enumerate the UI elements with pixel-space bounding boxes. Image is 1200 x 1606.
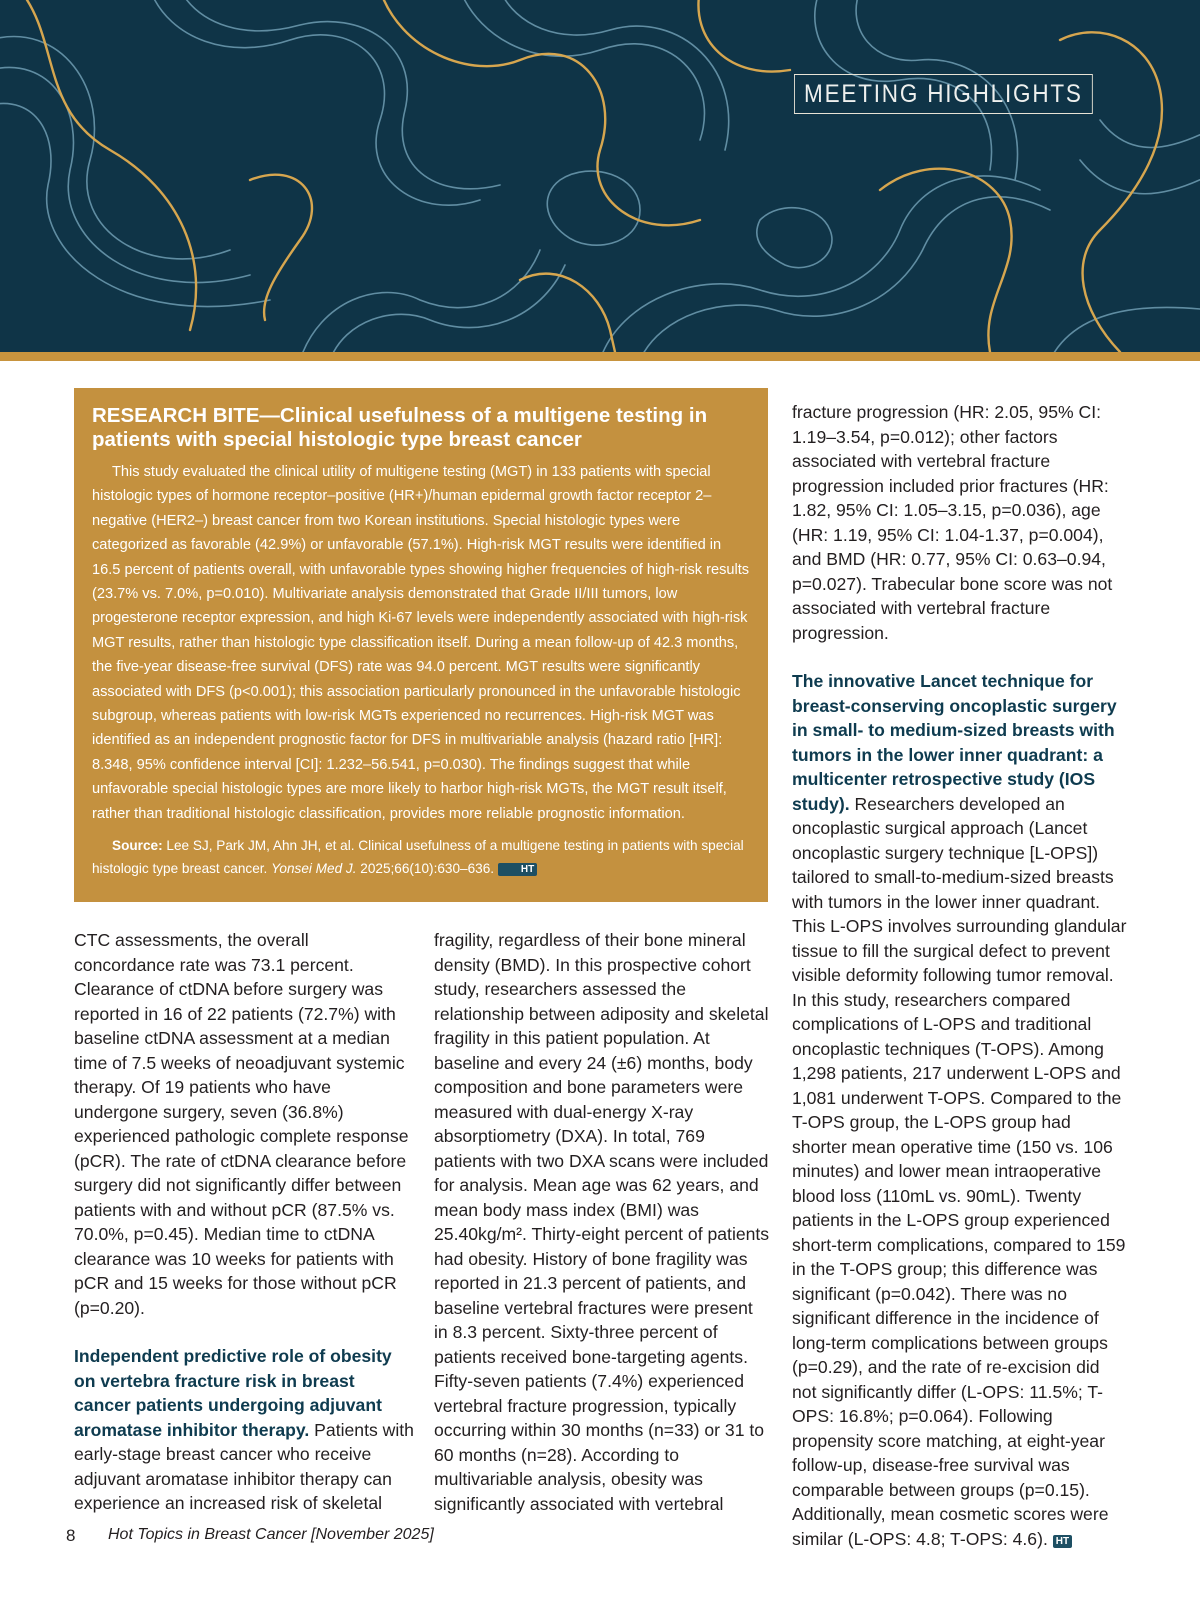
column-2	[434, 928, 770, 1516]
research-bite-body: This study evaluated the clinical utility of multigene testing (MGT) in 133 patients with special histologic types of hormone receptor–positive (HR+)/human epidermal growth factor receptor 2–negative (HER2–) breast cancer from two Korean institutions. Special histologic types were categorized as favorable (42.9%) or unfavorable (57.1%). High-risk MGT results were identified in 16.5 percent of patients overall, with unfavorable types showing higher frequencies of high-risk results (23.7% vs. 7.0%, p=0.010). Multivariate analysis demonstrated that Grade II/III tumors, low progesterone receptor expression, and high Ki-67 levels were independently associated with high-risk MGT results, rather than histologic type classification itself. During a mean follow-up of 42.3 months, the five-year disease-free survival (DFS) rate was 94.0 percent. MGT results were significantly associated with DFS (p<0.001); this association particularly pronounced in the unfavorable histologic subgroup, whereas patients with low-risk MGTs experienced no recurrences. High-risk MGT was identified as an independent prognostic factor for DFS in multivariable analysis (hazard ratio [HR]: 8.348, 95% confidence interval [CI]: 1.232–56.541, p=0.030). The findings suggest that while unfavorable special histologic types are more likely to harbor high-risk MGTs, the MGT result itself, rather than traditional histologic classification, provides more reliable prognostic information.	[92, 464, 750, 822]
gold-rule	[0, 352, 1200, 361]
research-bite-box	[74, 388, 768, 902]
col1-article-text: Patients with early-stage breast cancer who receive adjuvant aromatase inhibitor therapy can experience an increased risk of skeletal	[74, 1419, 414, 1513]
ht-logo-icon: HT	[1053, 1535, 1072, 1548]
page-number: 8	[66, 1526, 76, 1545]
col1-paragraph: CTC assessments, the overall concordance rate was 73.1 percent. Clearance of ctDNA before surgery was reported in 16 of 22 patients (72.7%) with baseline ctDNA assessment at a median time of 7.5 weeks of neoadjuvant systemic therapy. Of 19 patients who have undergone surgery, seven (36.8%) experienced pathologic complete response (pCR). The rate of ctDNA clearance before surgery did not significantly differ between patients with and without pCR (87.5% vs. 70.0%, p=0.45). Median time to ctDNA clearance was 10 weeks for patients with pCR and 15 weeks for those without pCR (p=0.20).	[74, 930, 409, 1318]
column-1	[74, 928, 414, 1516]
col3-article-heading: The innovative Lancet technique for breast-conserving oncoplastic surgery in small- to medium-sized breasts with tumors in the lower inner quadrant: a multicenter retrospective study (IOS study).	[792, 671, 1117, 814]
source-cite: 2025;66(10):630–636.	[360, 861, 495, 877]
source-label: Source:	[112, 838, 163, 854]
research-bite-source	[92, 834, 750, 880]
source-text: Lee SJ, Park JM, Ahn JH, et al. Clinical usefulness of a multigene testing in patients with special histologic type breast cancer.	[92, 838, 744, 877]
publication-name: Hot Topics in Breast Cancer [November 2025]	[108, 1526, 434, 1543]
col3-paragraph: fracture progression (HR: 2.05, 95% CI: 1.19–3.54, p=0.012); other factors associated with vertebral fracture progression included prior fractures (HR: 1.82, 95% CI: 1.05–3.15, p=0.036), age (HR: 1.19, 95% CI: 1.04-1.37, p=0.004), and BMD (HR: 0.77, 95% CI: 0.63–0.94, p=0.027). Trabecular bone score was not associated with vertebral fracture progression.	[792, 402, 1113, 643]
col1-article-heading: Independent predictive role of obesity on vertebra fracture risk in breast cancer patients undergoing adjuvant aromatase inhibitor therapy.	[74, 1346, 392, 1440]
col2-paragraph: fragility, regardless of their bone mineral density (BMD). In this prospective cohort study, researchers assessed the relationship between adiposity and skeletal fragility in this patient population. At baseline and every 24 (±6) months, body composition and bone parameters were measured with dual-energy X-ray absorptiometry (DXA). In total, 769 patients with two DXA scans were included for analysis. Mean age was 62 years, and mean body mass index (BMI) was 25.40kg/m². Thirty-eight percent of patients had obesity. History of bone fragility was reported in 21.3 percent of patients, and baseline vertebral fractures were present in 8.3 percent. Sixty-three percent of patients received bone-targeting agents. Fifty-seven patients (7.4%) experienced vertebral fracture progression, typically occurring within 30 months (n=33) or 31 to 60 months (n=28). According to multivariable analysis, obesity was significantly associated with vertebral	[434, 930, 770, 1514]
header-banner	[0, 0, 1200, 352]
col3-article-text: Researchers developed an oncoplastic surgical approach (Lancet oncoplastic surgery technique [L-OPS]) tailored to small-to-medium-sized breasts with tumors in the lower inner quadrant. This L-OPS involves surrounding glandular tissue to fill the surgical defect to prevent visible deformity following tumor removal. In this study, researchers compared complications of L-OPS and traditional oncoplastic techniques (T-OPS). Among 1,298 patients, 217 underwent L-OPS and 1,081 underwent T-OPS. Compared to the T-OPS group, the L-OPS group had shorter mean operative time (150 vs. 106 minutes) and lower mean intraoperative blood loss (110mL vs. 90mL). Twenty patients in the L-OPS group experienced short-term complications, compared to 159 in the T-OPS group; this difference was significant (p=0.042). There was no significant difference in the incidence of long-term complications between groups (p=0.29), and the rate of re-excision did not significantly differ (L-OPS: 11.5%; T-OPS: 16.8%; p=0.064). Following propensity score matching, at eight-year follow-up, disease-free survival was comparable between groups (p=0.15). Additionally, mean cosmetic scores were similar (L-OPS: 4.8; T-OPS: 4.6).	[792, 793, 1127, 1549]
ht-logo-icon: HT	[498, 863, 537, 876]
research-bite-title: RESEARCH BITE—Clinical usefulness of a multigene testing in patients with special histologic type breast cancer	[92, 404, 708, 451]
column-3	[792, 400, 1128, 1551]
section-tag: MEETING HIGHLIGHTS	[794, 74, 1093, 114]
col3-article	[792, 669, 1128, 1551]
topographic-pattern	[0, 0, 1200, 352]
col1-article	[74, 1344, 414, 1516]
source-journal: Yonsei Med J.	[271, 861, 357, 877]
